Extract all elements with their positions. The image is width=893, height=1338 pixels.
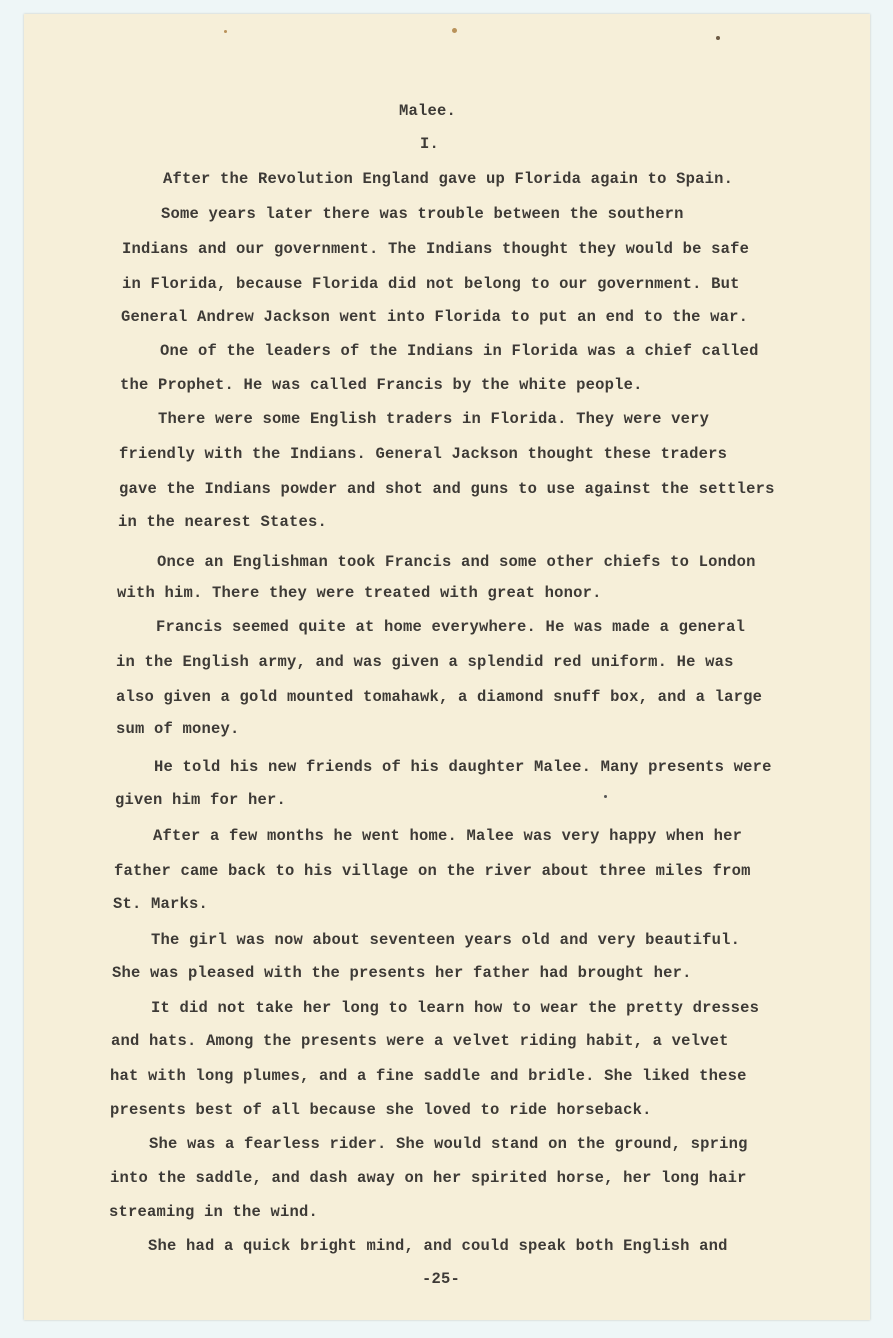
text-line: General Andrew Jackson went into Florida to put an end to the war. bbox=[121, 308, 749, 326]
text-line: friendly with the Indians. General Jackson thought these traders bbox=[119, 445, 728, 463]
text-line: sum of money. bbox=[116, 720, 240, 738]
document-page bbox=[24, 14, 870, 1320]
paper-speck bbox=[452, 28, 457, 33]
text-line: the Prophet. He was called Francis by the white people. bbox=[120, 376, 643, 394]
text-line: One of the leaders of the Indians in Florida was a chief called bbox=[160, 342, 759, 360]
text-line: in the nearest States. bbox=[118, 513, 328, 531]
paper-speck bbox=[224, 30, 227, 33]
text-line: in the English army, and was given a splendid red uniform. He was bbox=[116, 653, 734, 671]
text-line: She had a quick bright mind, and could speak both English and bbox=[148, 1237, 728, 1255]
page-number: -25- bbox=[422, 1270, 461, 1288]
text-line: father came back to his village on the river about three miles from bbox=[114, 862, 751, 880]
text-line: After the Revolution England gave up Florida again to Spain. bbox=[163, 170, 734, 188]
document-title: Malee. bbox=[399, 102, 457, 120]
text-line: gave the Indians powder and shot and guns to use against the settlers bbox=[119, 480, 775, 498]
text-line: in Florida, because Florida did not belong to our government. But bbox=[122, 275, 740, 293]
text-line: Some years later there was trouble between the southern bbox=[161, 205, 684, 223]
text-line: Once an Englishman took Francis and some other chiefs to London bbox=[157, 553, 756, 571]
text-line: It did not take her long to learn how to wear the pretty dresses bbox=[151, 999, 760, 1017]
text-line: She was pleased with the presents her father had brought her. bbox=[112, 964, 692, 982]
paper-speck bbox=[604, 795, 607, 798]
text-line: After a few months he went home. Malee was very happy when her bbox=[153, 827, 743, 845]
text-line: and hats. Among the presents were a velvet riding habit, a velvet bbox=[111, 1032, 729, 1050]
text-line: streaming in the wind. bbox=[109, 1203, 319, 1221]
chapter-heading: I. bbox=[420, 135, 440, 153]
text-line: Indians and our government. The Indians thought they would be safe bbox=[122, 240, 750, 258]
text-line: also given a gold mounted tomahawk, a diamond snuff box, and a large bbox=[116, 688, 763, 706]
text-line: There were some English traders in Florida. They were very bbox=[158, 410, 710, 428]
text-line: She was a fearless rider. She would stand on the ground, spring bbox=[149, 1135, 748, 1153]
paper-speck bbox=[716, 36, 720, 40]
text-line: Francis seemed quite at home everywhere. He was made a general bbox=[156, 618, 746, 636]
text-line: The girl was now about seventeen years old and very beautiful. bbox=[151, 931, 741, 949]
text-line: into the saddle, and dash away on her spirited horse, her long hair bbox=[110, 1169, 747, 1187]
text-line: hat with long plumes, and a fine saddle and bridle. She liked these bbox=[110, 1067, 747, 1085]
text-line: with him. There they were treated with great honor. bbox=[117, 584, 602, 602]
text-line: presents best of all because she loved to ride horseback. bbox=[110, 1101, 652, 1119]
text-line: St. Marks. bbox=[113, 895, 209, 913]
text-line: He told his new friends of his daughter Malee. Many presents were bbox=[154, 758, 772, 776]
text-line: given him for her. bbox=[115, 791, 287, 809]
